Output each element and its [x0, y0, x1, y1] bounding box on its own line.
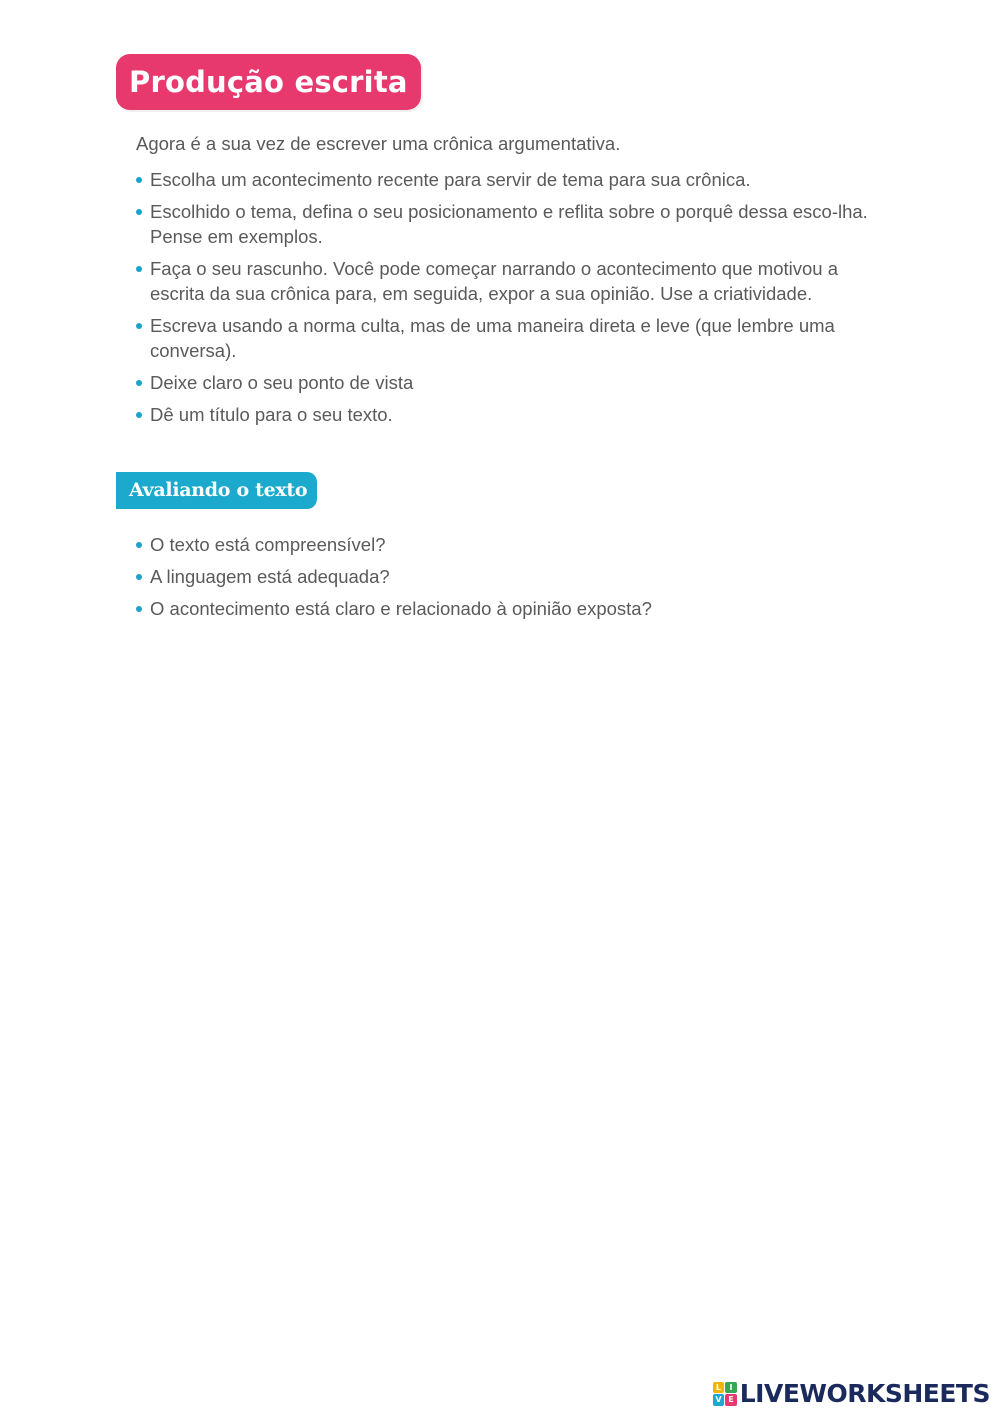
liveworksheets-brand	[713, 1381, 990, 1406]
list-item: A linguagem está adequada?	[136, 564, 896, 589]
bullet-icon	[136, 209, 142, 215]
bullet-icon	[136, 177, 142, 183]
bullet-icon	[136, 323, 142, 329]
bullet-icon	[136, 412, 142, 418]
list-item: Escolhido o tema, defina o seu posicionamento e reflita sobre o porquê dessa esco-lha. Pense em exemplos.	[136, 199, 896, 249]
list-item: O texto está compreensível?	[136, 532, 896, 557]
section-title-producao-escrita	[116, 54, 421, 110]
list-item: Faça o seu rascunho. Você pode começar narrando o acontecimento que motivou a escrita da sua crônica para, em seguida, expor a sua opinião. Use a criatividade.	[136, 256, 896, 306]
list-item: Escreva usando a norma culta, mas de uma maneira direta e leve (que lembre uma conversa).	[136, 313, 896, 363]
bullet-icon	[136, 606, 142, 612]
liveworksheets-logo-icon: L I V E	[713, 1382, 737, 1406]
bullet-icon	[136, 574, 142, 580]
evaluation-list	[136, 532, 896, 628]
section-title-text: Avaliando o texto	[129, 479, 308, 501]
bullet-icon	[136, 380, 142, 386]
list-item: Dê um título para o seu texto.	[136, 402, 896, 427]
list-item: O acontecimento está claro e relacionado à opinião exposta?	[136, 596, 896, 621]
intro-text: Agora é a sua vez de escrever uma crônica argumentativa.	[136, 133, 621, 154]
list-item: Deixe claro o seu ponto de vista	[136, 370, 896, 395]
list-item: Escolha um acontecimento recente para servir de tema para sua crônica.	[136, 167, 896, 192]
bullet-icon	[136, 542, 142, 548]
instructions-list	[136, 167, 896, 434]
bullet-icon	[136, 266, 142, 272]
brand-name: LIVEWORKSHEETS	[739, 1379, 990, 1408]
section-title-text: Produção escrita	[129, 64, 408, 99]
section-title-avaliando-o-texto	[116, 472, 317, 509]
